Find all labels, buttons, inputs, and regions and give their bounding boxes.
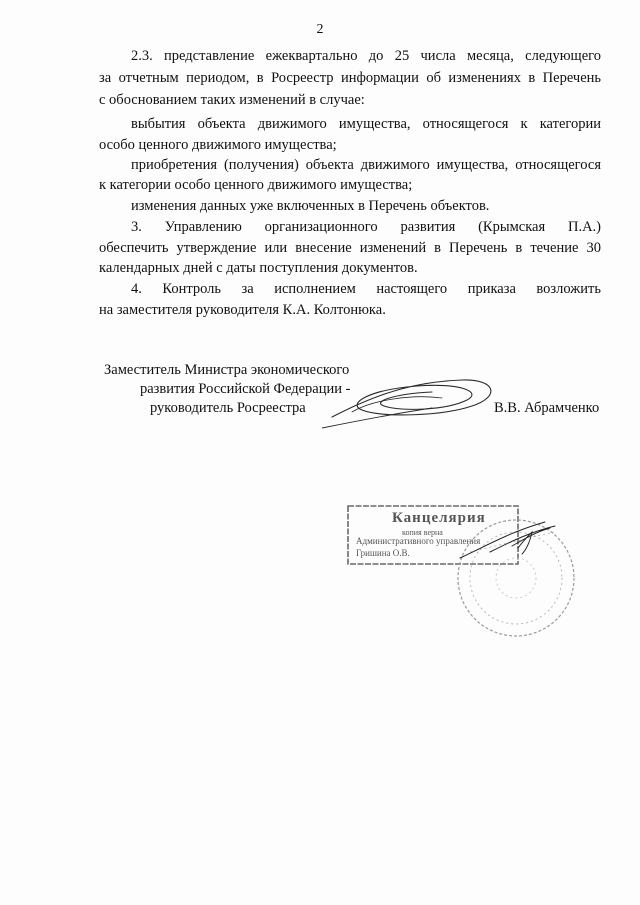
paragraph-3-line-1: 3. Управлению организационного развития (Крымская П.А.) (131, 219, 601, 235)
case-acquisition-line-2: к категории особо ценного движимого имущества; (99, 177, 413, 193)
paragraph-4-line-2: на заместителя руководителя К.А. Колтонюка. (99, 302, 386, 318)
certification-stamp (340, 492, 580, 662)
stamp-line-1: Канцелярия (392, 510, 486, 526)
signatory-title-line-2: развития Российской Федерации - (140, 381, 351, 397)
paragraph-2-3-line-1: 2.3. представление ежеквартально до 25 числа месяца, следующего (131, 48, 601, 64)
signatory-title-line-1: Заместитель Министра экономического (104, 362, 350, 378)
paragraph-3-line-3: календарных дней с даты поступления документов. (99, 260, 418, 276)
stamp-line-4: Гришина О.В. (356, 548, 410, 558)
paragraph-4-line-1: 4. Контроль за исполнением настоящего приказа возложить (131, 281, 601, 297)
case-disposal-line-1: выбытия объекта движимого имущества, относящегося к категории (131, 116, 601, 132)
case-change-line-1: изменения данных уже включенных в Перечень объектов. (131, 198, 490, 214)
paragraph-2-3-line-2: за отчетным периодом, в Росреестр информации об изменениях в Перечень (99, 70, 601, 86)
handwritten-signature (322, 372, 500, 432)
case-acquisition-line-1: приобретения (получения) объекта движимого имущества, относящегося (131, 157, 601, 173)
stamp-line-2: копия верна (402, 528, 443, 537)
paragraph-3-line-2: обеспечить утверждение или внесение изменений в Перечень в течение 30 (99, 240, 601, 256)
signatory-title-line-3: руководитель Росреестра (150, 400, 306, 416)
page-number: 2 (316, 22, 324, 37)
paragraph-2-3-line-3: с обоснованием таких изменений в случае: (99, 92, 365, 108)
case-disposal-line-2: особо ценного движимого имущества; (99, 137, 337, 153)
stamp-line-3: Административного управления (356, 536, 481, 546)
signatory-name: В.В. Абрамченко (494, 400, 600, 416)
